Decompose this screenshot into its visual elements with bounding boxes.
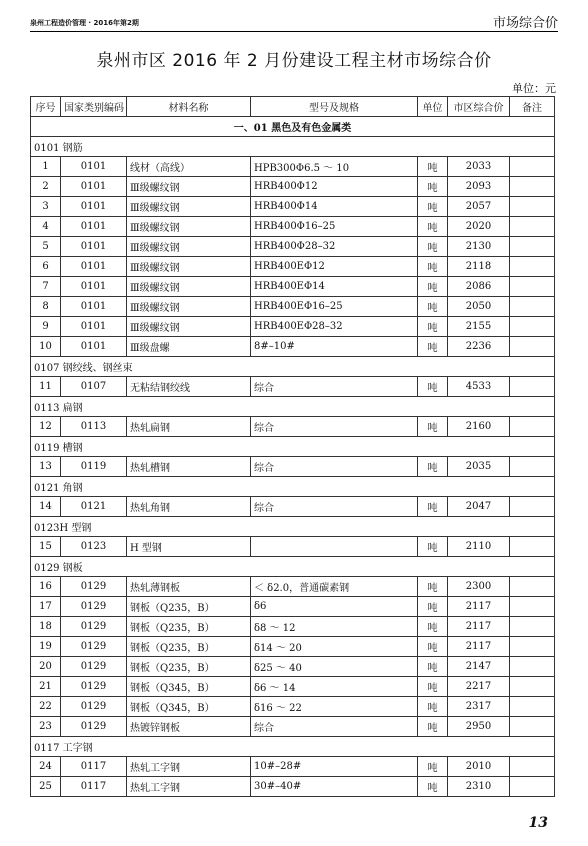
cell-note [510, 297, 555, 317]
cell-spec: δ16 ～ 22 [251, 697, 418, 717]
cell-price: 2110 [448, 537, 510, 557]
cell-code: 0119 [61, 457, 127, 477]
cell-price: 2035 [448, 457, 510, 477]
cell-note [510, 197, 555, 217]
cell-no: 14 [31, 497, 61, 517]
table-row [31, 597, 555, 617]
cell-note [510, 777, 555, 797]
cell-no: 2 [31, 177, 61, 197]
cell-unit: 吨 [418, 337, 448, 357]
cell-code: 0129 [61, 637, 127, 657]
cell-price: 2217 [448, 677, 510, 697]
cell-name: 钢板（Q235，B） [127, 597, 251, 617]
cell-note [510, 537, 555, 557]
cell-note [510, 657, 555, 677]
col-header-price: 市区综合价 [448, 97, 510, 117]
cell-spec: HRB400Φ16–25 [251, 217, 418, 237]
group-row [31, 737, 555, 757]
cell-note [510, 217, 555, 237]
cell-spec: 8#–10# [251, 337, 418, 357]
group-label: 0121 角钢 [31, 477, 555, 497]
cell-no: 25 [31, 777, 61, 797]
cell-note [510, 637, 555, 657]
cell-unit: 吨 [418, 637, 448, 657]
cell-name: 热轧工字钢 [127, 757, 251, 777]
cell-unit: 吨 [418, 657, 448, 677]
group-label: 0101 钢筋 [31, 137, 555, 157]
cell-spec: HRB400EΦ12 [251, 257, 418, 277]
cell-no: 16 [31, 577, 61, 597]
cell-unit: 吨 [418, 577, 448, 597]
table-row [31, 457, 555, 477]
table-row [31, 717, 555, 737]
cell-no: 12 [31, 417, 61, 437]
cell-no: 24 [31, 757, 61, 777]
cell-price: 2057 [448, 197, 510, 217]
cell-unit: 吨 [418, 237, 448, 257]
cell-price: 2950 [448, 717, 510, 737]
cell-price: 2317 [448, 697, 510, 717]
cell-no: 3 [31, 197, 61, 217]
cell-code: 0101 [61, 157, 127, 177]
cell-unit: 吨 [418, 417, 448, 437]
cell-code: 0129 [61, 577, 127, 597]
table-row [31, 757, 555, 777]
cell-spec: 10#–28# [251, 757, 418, 777]
page-title: 泉州市区 2016 年 2 月份建设工程主材市场综合价 [96, 51, 492, 71]
group-row [31, 437, 555, 457]
cell-name: Ⅲ级螺纹钢 [127, 317, 251, 337]
cell-name: 钢板（Q345，B） [127, 677, 251, 697]
cell-code: 0129 [61, 677, 127, 697]
cell-spec: δ25 ～ 40 [251, 657, 418, 677]
cell-unit: 吨 [418, 757, 448, 777]
cell-price: 2300 [448, 577, 510, 597]
col-header-note: 备注 [510, 97, 555, 117]
table-row [31, 637, 555, 657]
cell-code: 0101 [61, 337, 127, 357]
cell-spec: 综合 [251, 717, 418, 737]
section-title: 一、01 黑色及有色金属类 [31, 117, 555, 137]
cell-spec: 综合 [251, 457, 418, 477]
cell-spec: 综合 [251, 417, 418, 437]
page-number: 13 [528, 815, 548, 831]
cell-note [510, 257, 555, 277]
group-row [31, 517, 555, 537]
cell-price: 4533 [448, 377, 510, 397]
cell-unit: 吨 [418, 717, 448, 737]
cell-price: 2050 [448, 297, 510, 317]
cell-note [510, 277, 555, 297]
cell-unit: 吨 [418, 677, 448, 697]
cell-name: Ⅲ级螺纹钢 [127, 277, 251, 297]
table-row [31, 217, 555, 237]
cell-no: 8 [31, 297, 61, 317]
cell-name: 钢板（Q235，B） [127, 657, 251, 677]
cell-spec: 综合 [251, 377, 418, 397]
group-label: 0129 钢板 [31, 557, 555, 577]
col-header-unit: 单位 [418, 97, 448, 117]
cell-note [510, 417, 555, 437]
cell-name: H 型钢 [127, 537, 251, 557]
cell-spec: δ14 ～ 20 [251, 637, 418, 657]
running-header [30, 8, 558, 32]
cell-unit: 吨 [418, 377, 448, 397]
cell-no: 5 [31, 237, 61, 257]
cell-name: 钢板（Q235，B） [127, 637, 251, 657]
group-row [31, 357, 555, 377]
cell-note [510, 697, 555, 717]
cell-name: Ⅲ级盘螺 [127, 337, 251, 357]
price-table [30, 96, 555, 797]
cell-no: 13 [31, 457, 61, 477]
cell-code: 0101 [61, 237, 127, 257]
cell-unit: 吨 [418, 617, 448, 637]
cell-no: 1 [31, 157, 61, 177]
cell-code: 0123 [61, 537, 127, 557]
group-row [31, 477, 555, 497]
cell-name: Ⅲ级螺纹钢 [127, 197, 251, 217]
cell-spec: HRB400Φ28–32 [251, 237, 418, 257]
cell-code: 0113 [61, 417, 127, 437]
cell-unit: 吨 [418, 497, 448, 517]
cell-note [510, 717, 555, 737]
table-row [31, 317, 555, 337]
cell-unit: 吨 [418, 297, 448, 317]
table-row [31, 377, 555, 397]
cell-no: 11 [31, 377, 61, 397]
cell-unit: 吨 [418, 457, 448, 477]
cell-note [510, 157, 555, 177]
cell-spec: 综合 [251, 497, 418, 517]
table-row [31, 237, 555, 257]
cell-no: 20 [31, 657, 61, 677]
cell-price: 2033 [448, 157, 510, 177]
cell-price: 2236 [448, 337, 510, 357]
cell-name: 钢板（Q345，B） [127, 697, 251, 717]
cell-code: 0129 [61, 597, 127, 617]
table-row [31, 617, 555, 637]
table-body [31, 117, 555, 797]
table-row [31, 417, 555, 437]
cell-unit: 吨 [418, 217, 448, 237]
cell-no: 6 [31, 257, 61, 277]
cell-name: 热轧角钢 [127, 497, 251, 517]
group-row [31, 137, 555, 157]
cell-code: 0117 [61, 757, 127, 777]
cell-name: 钢板（Q235，B） [127, 617, 251, 637]
cell-code: 0101 [61, 197, 127, 217]
col-header-no: 序号 [31, 97, 61, 117]
cell-unit: 吨 [418, 317, 448, 337]
cell-price: 2086 [448, 277, 510, 297]
table-row [31, 257, 555, 277]
cell-no: 17 [31, 597, 61, 617]
cell-price: 2160 [448, 417, 510, 437]
cell-note [510, 317, 555, 337]
cell-no: 4 [31, 217, 61, 237]
cell-note [510, 237, 555, 257]
cell-no: 22 [31, 697, 61, 717]
group-row [31, 397, 555, 417]
cell-no: 10 [31, 337, 61, 357]
cell-code: 0101 [61, 217, 127, 237]
cell-unit: 吨 [418, 777, 448, 797]
cell-price: 2047 [448, 497, 510, 517]
table-row [31, 777, 555, 797]
table-header-row [31, 97, 555, 117]
cell-name: 热轧工字钢 [127, 777, 251, 797]
group-label: 0119 槽钢 [31, 437, 555, 457]
cell-price: 2093 [448, 177, 510, 197]
table-row [31, 197, 555, 217]
cell-no: 19 [31, 637, 61, 657]
col-header-name: 材料名称 [127, 97, 251, 117]
cell-note [510, 497, 555, 517]
cell-note [510, 377, 555, 397]
cell-name: 线材（高线） [127, 157, 251, 177]
cell-spec: HRB400Φ14 [251, 197, 418, 217]
cell-unit: 吨 [418, 257, 448, 277]
cell-code: 0129 [61, 697, 127, 717]
cell-price: 2155 [448, 317, 510, 337]
cell-name: Ⅲ级螺纹钢 [127, 257, 251, 277]
cell-price: 2020 [448, 217, 510, 237]
group-label: 0117 工字钢 [31, 737, 555, 757]
cell-spec: δ6 [251, 597, 418, 617]
table-row [31, 577, 555, 597]
cell-price: 2117 [448, 637, 510, 657]
group-label: 0123H 型钢 [31, 517, 555, 537]
cell-no: 21 [31, 677, 61, 697]
cell-no: 15 [31, 537, 61, 557]
cell-name: 热轧槽钢 [127, 457, 251, 477]
unit-label: 单位：元 [512, 82, 556, 95]
cell-code: 0101 [61, 257, 127, 277]
cell-name: 无粘结钢绞线 [127, 377, 251, 397]
cell-price: 2010 [448, 757, 510, 777]
cell-note [510, 677, 555, 697]
cell-price: 2130 [448, 237, 510, 257]
table-row [31, 497, 555, 517]
cell-price: 2117 [448, 597, 510, 617]
cell-name: Ⅲ级螺纹钢 [127, 297, 251, 317]
cell-name: Ⅲ级螺纹钢 [127, 177, 251, 197]
cell-code: 0101 [61, 177, 127, 197]
cell-code: 0121 [61, 497, 127, 517]
cell-unit: 吨 [418, 197, 448, 217]
table-row [31, 677, 555, 697]
cell-name: 热轧扁钢 [127, 417, 251, 437]
cell-unit: 吨 [418, 697, 448, 717]
cell-spec: HRB400EΦ14 [251, 277, 418, 297]
table-row [31, 657, 555, 677]
table-row [31, 177, 555, 197]
table-row [31, 537, 555, 557]
cell-spec [251, 537, 418, 557]
cell-unit: 吨 [418, 277, 448, 297]
table-row [31, 297, 555, 317]
cell-spec: 30#–40# [251, 777, 418, 797]
cell-code: 0107 [61, 377, 127, 397]
table-row [31, 157, 555, 177]
cell-code: 0101 [61, 277, 127, 297]
cell-unit: 吨 [418, 537, 448, 557]
cell-name: 热镀锌钢板 [127, 717, 251, 737]
cell-spec: δ6 ～ 14 [251, 677, 418, 697]
cell-spec: HRB400Φ12 [251, 177, 418, 197]
cell-no: 23 [31, 717, 61, 737]
section-name: 市场综合价 [492, 16, 558, 31]
cell-code: 0101 [61, 297, 127, 317]
cell-price: 2118 [448, 257, 510, 277]
cell-unit: 吨 [418, 597, 448, 617]
cell-note [510, 177, 555, 197]
table-row [31, 697, 555, 717]
cell-name: Ⅲ级螺纹钢 [127, 237, 251, 257]
cell-code: 0129 [61, 617, 127, 637]
cell-price: 2147 [448, 657, 510, 677]
cell-spec: HPB300Φ6.5 ～ 10 [251, 157, 418, 177]
cell-price: 2117 [448, 617, 510, 637]
cell-note [510, 597, 555, 617]
header-rule [30, 31, 558, 32]
cell-note [510, 617, 555, 637]
cell-no: 7 [31, 277, 61, 297]
cell-name: 热轧薄钢板 [127, 577, 251, 597]
col-header-code: 国家类别编码 [61, 97, 127, 117]
cell-note [510, 337, 555, 357]
group-row [31, 557, 555, 577]
cell-spec: ＜ δ2.0，普通碳素钢 [251, 577, 418, 597]
cell-note [510, 457, 555, 477]
cell-no: 18 [31, 617, 61, 637]
col-header-spec: 型号及规格 [251, 97, 418, 117]
cell-spec: HRB400EΦ28–32 [251, 317, 418, 337]
cell-name: Ⅲ级螺纹钢 [127, 217, 251, 237]
group-label: 0113 扁钢 [31, 397, 555, 417]
cell-code: 0129 [61, 717, 127, 737]
cell-no: 9 [31, 317, 61, 337]
table-row [31, 277, 555, 297]
cell-price: 2310 [448, 777, 510, 797]
cell-code: 0101 [61, 317, 127, 337]
cell-code: 0117 [61, 777, 127, 797]
cell-spec: HRB400EΦ16–25 [251, 297, 418, 317]
group-label: 0107 钢绞线、钢丝束 [31, 357, 555, 377]
cell-spec: δ8 ～ 12 [251, 617, 418, 637]
cell-unit: 吨 [418, 157, 448, 177]
table-row [31, 337, 555, 357]
cell-unit: 吨 [418, 177, 448, 197]
journal-name: 泉州工程造价管理 · 2016年第2期 [30, 19, 139, 27]
cell-note [510, 757, 555, 777]
cell-note [510, 577, 555, 597]
cell-code: 0129 [61, 657, 127, 677]
section-row [31, 117, 555, 137]
